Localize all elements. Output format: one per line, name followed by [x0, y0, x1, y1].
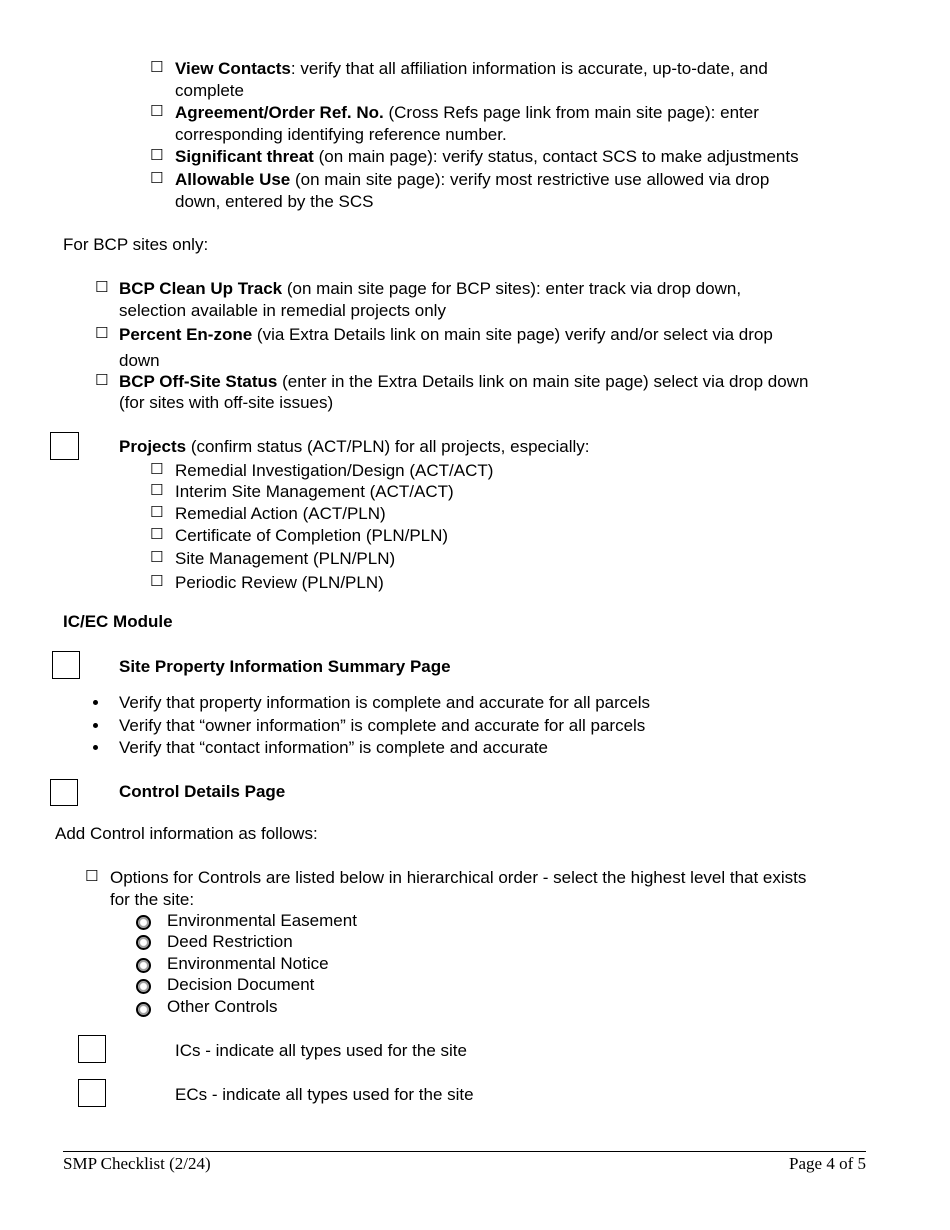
- checkbox-ecs[interactable]: [78, 1079, 106, 1107]
- checkbox-site-property[interactable]: [52, 651, 80, 679]
- item-view-contacts: View Contacts: verify that all affiliation information is accurate, up-to-date, and: [175, 59, 768, 78]
- checkbox-allowable-use[interactable]: ☐: [150, 169, 164, 187]
- site-property-bullet: Verify that “owner information” is complete and accurate for all parcels: [119, 716, 646, 735]
- checkbox-project-coc[interactable]: ☐: [150, 525, 164, 543]
- ecs-label: ECs - indicate all types used for the site: [175, 1085, 474, 1104]
- radio-label: Environmental Notice: [167, 954, 329, 973]
- item-percent-enzone-cont: down: [119, 351, 160, 370]
- checkbox-control-options[interactable]: ☐: [85, 867, 99, 885]
- item-allowable-use-cont: down, entered by the SCS: [175, 192, 374, 211]
- radio-deed-restriction[interactable]: [136, 935, 151, 950]
- checkbox-project-ri-design[interactable]: ☐: [150, 460, 164, 478]
- control-options-text: Options for Controls are listed below in hierarchical order - select the highest level that exists: [110, 868, 807, 887]
- site-property-bullet: Verify that “contact information” is complete and accurate: [119, 738, 548, 757]
- item-bcp-offsite-status: BCP Off-Site Status (enter in the Extra Details link on main site page) select via drop down: [119, 372, 809, 391]
- project-item: Interim Site Management (ACT/ACT): [175, 482, 454, 501]
- checkbox-project-sm[interactable]: ☐: [150, 548, 164, 566]
- checkbox-view-contacts[interactable]: ☐: [150, 58, 164, 76]
- site-property-title: Site Property Information Summary Page: [119, 657, 451, 676]
- checkbox-bcp-cleanup-track[interactable]: ☐: [95, 278, 109, 296]
- control-details-title: Control Details Page: [119, 782, 286, 801]
- checkbox-percent-enzone[interactable]: ☐: [95, 324, 109, 342]
- item-significant-threat: Significant threat (on main page): verify status, contact SCS to make adjustments: [175, 147, 799, 166]
- footer-divider: [63, 1151, 866, 1152]
- projects-title: Projects (confirm status (ACT/PLN) for all projects, especially:: [119, 437, 590, 456]
- footer-doc-title: SMP Checklist (2/24): [63, 1154, 211, 1173]
- checkbox-control-details[interactable]: [50, 779, 78, 806]
- radio-label: Decision Document: [167, 975, 315, 994]
- checkbox-projects[interactable]: [50, 432, 79, 460]
- bullet-icon: [93, 700, 98, 705]
- checkbox-significant-threat[interactable]: ☐: [150, 146, 164, 164]
- control-details-intro: Add Control information as follows:: [55, 824, 318, 843]
- project-item: Remedial Action (ACT/PLN): [175, 504, 386, 523]
- ics-label: ICs - indicate all types used for the site: [175, 1041, 467, 1060]
- checkbox-project-ra[interactable]: ☐: [150, 503, 164, 521]
- control-options-text-cont: for the site:: [110, 890, 195, 909]
- radio-decision-document[interactable]: [136, 979, 151, 994]
- radio-label: Deed Restriction: [167, 932, 293, 951]
- bcp-heading: For BCP sites only:: [63, 235, 209, 254]
- radio-environmental-easement[interactable]: [136, 915, 151, 930]
- bullet-icon: [93, 745, 98, 750]
- item-bcp-cleanup-track-cont: selection available in remedial projects only: [119, 301, 446, 320]
- radio-label: Environmental Easement: [167, 911, 357, 930]
- project-item: Remedial Investigation/Design (ACT/ACT): [175, 461, 494, 480]
- item-bcp-cleanup-track: BCP Clean Up Track (on main site page for BCP sites): enter track via drop down,: [119, 279, 742, 298]
- footer-page-number: Page 4 of 5: [789, 1154, 866, 1173]
- radio-environmental-notice[interactable]: [136, 958, 151, 973]
- radio-other-controls[interactable]: [136, 1002, 151, 1017]
- item-percent-enzone: Percent En-zone (via Extra Details link on main site page) verify and/or select via drop: [119, 325, 773, 344]
- bullet-icon: [93, 723, 98, 728]
- checkbox-bcp-offsite-status[interactable]: ☐: [95, 371, 109, 389]
- item-agreement-ref-cont: corresponding identifying reference number.: [175, 125, 507, 144]
- site-property-bullet: Verify that property information is complete and accurate for all parcels: [119, 693, 651, 712]
- radio-label: Other Controls: [167, 997, 278, 1016]
- project-item: Site Management (PLN/PLN): [175, 549, 396, 568]
- project-item: Periodic Review (PLN/PLN): [175, 573, 384, 592]
- item-view-contacts-cont: complete: [175, 81, 244, 100]
- item-bcp-offsite-status-cont: (for sites with off-site issues): [119, 393, 334, 412]
- checkbox-project-pr[interactable]: ☐: [150, 572, 164, 590]
- project-item: Certificate of Completion (PLN/PLN): [175, 526, 449, 545]
- item-allowable-use: Allowable Use (on main site page): verify most restrictive use allowed via drop: [175, 170, 770, 189]
- item-agreement-ref: Agreement/Order Ref. No. (Cross Refs page link from main site page): enter: [175, 103, 759, 122]
- checkbox-ics[interactable]: [78, 1035, 106, 1063]
- icec-module-heading: IC/EC Module: [63, 612, 173, 631]
- checkbox-agreement-ref[interactable]: ☐: [150, 102, 164, 120]
- checkbox-project-ism[interactable]: ☐: [150, 481, 164, 499]
